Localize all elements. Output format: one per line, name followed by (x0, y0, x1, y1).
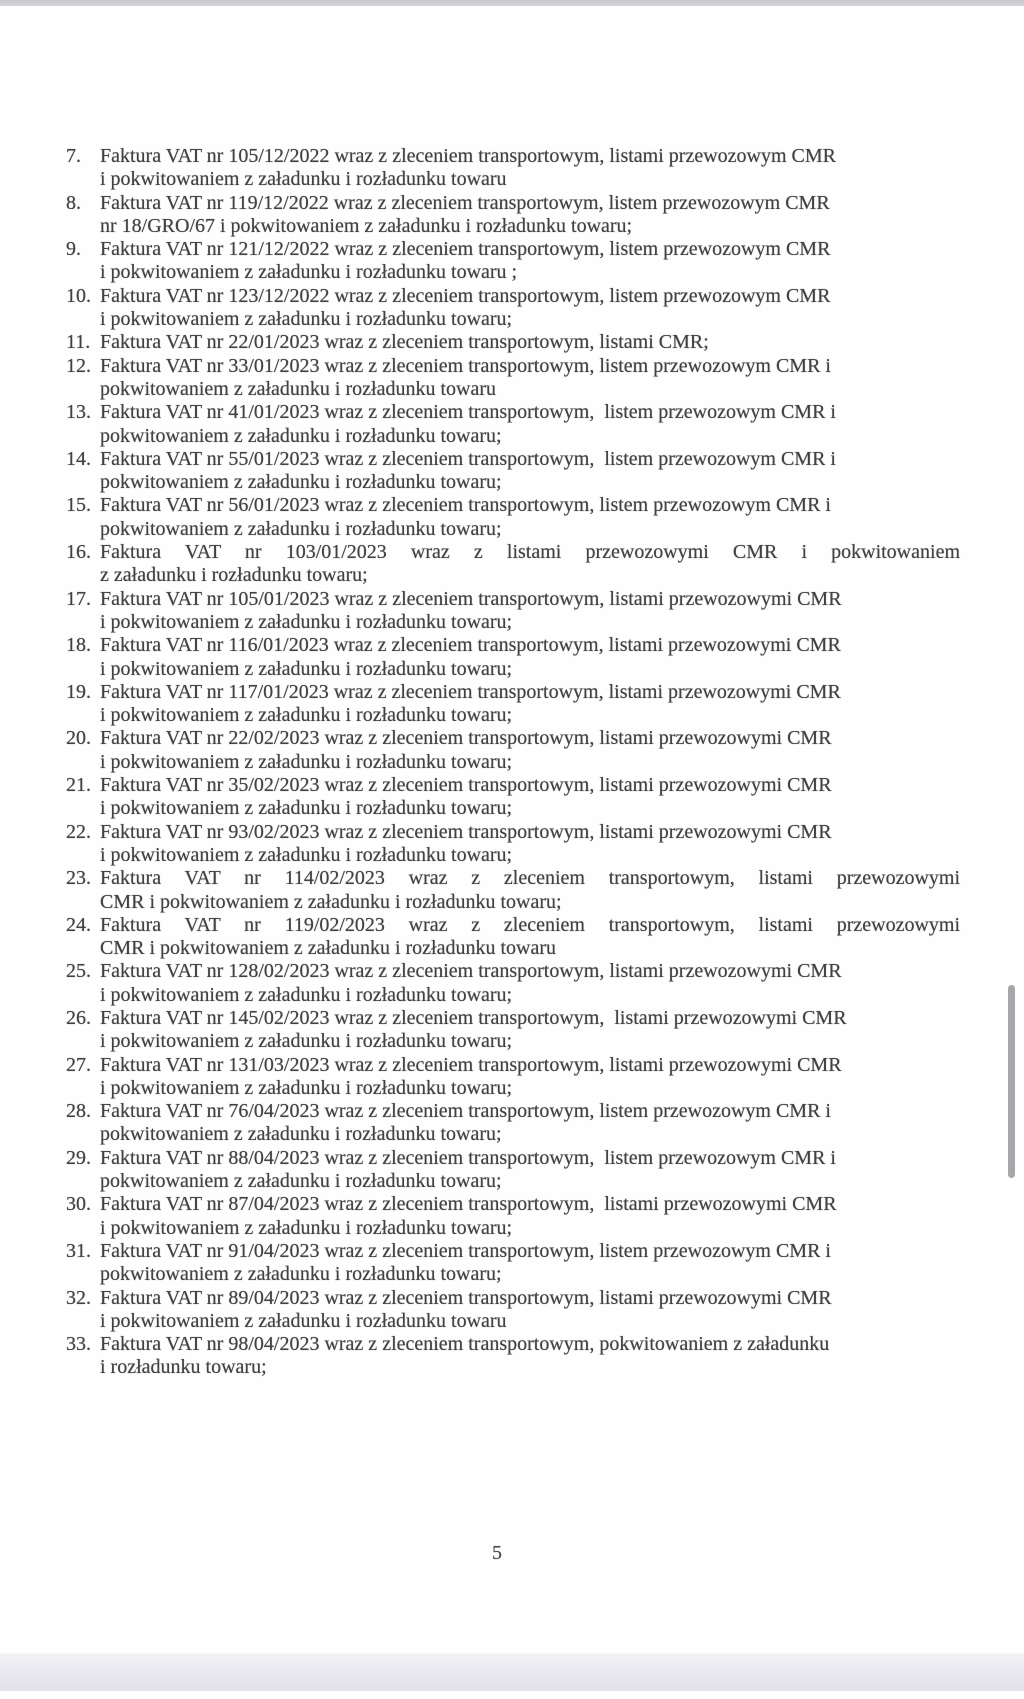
item-line: Faktura VAT nr 56/01/2023 wraz z zleceniem transportowym, listem przewozowym CMR i (100, 494, 831, 517)
item-line: i pokwitowaniem z załadunku i rozładunku towaru; (100, 750, 513, 773)
item-number: 9. (66, 238, 81, 261)
item-line: Faktura VAT nr 35/02/2023 wraz z zleceniem transportowym, listami przewozowymi CMR (100, 774, 832, 797)
bottom-bar (0, 1653, 1024, 1692)
item-number: 25. (66, 960, 91, 983)
item-number: 13. (66, 401, 91, 424)
item-line: Faktura VAT nr 89/04/2023 wraz z zleceniem transportowym, listami przewozowymi CMR (100, 1286, 832, 1309)
list-item (66, 1147, 960, 1194)
item-text (100, 238, 960, 285)
item-text (100, 192, 960, 239)
list-item (66, 634, 960, 681)
item-line: Faktura VAT nr 105/01/2023 wraz z zleceniem transportowym, listami przewozowymi CMR (100, 587, 842, 610)
item-number: 15. (66, 494, 91, 517)
item-line: pokwitowaniem z załadunku i rozładunku towaru; (100, 1123, 502, 1146)
list-item (66, 355, 960, 402)
item-line: Faktura VAT nr 87/04/2023 wraz z zleceniem transportowym, listami przewozowymi CMR (100, 1193, 837, 1216)
item-line: i pokwitowaniem z załadunku i rozładunku towaru (100, 168, 507, 191)
item-text (100, 1147, 960, 1194)
item-number: 28. (66, 1100, 91, 1123)
item-number: 31. (66, 1239, 91, 1262)
list-item (66, 914, 960, 961)
document-page (0, 6, 1024, 1653)
item-line: Faktura VAT nr 91/04/2023 wraz z zleceniem transportowym, listem przewozowym CMR i (100, 1239, 831, 1262)
item-text (100, 541, 960, 588)
invoice-list (66, 145, 960, 1380)
item-line: Faktura VAT nr 88/04/2023 wraz z zleceniem transportowym, listem przewozowym CMR i (100, 1146, 836, 1169)
item-text (100, 821, 960, 868)
item-line: Faktura VAT nr 116/01/2023 wraz z zleceniem transportowym, listami przewozowymi CMR (100, 634, 841, 657)
item-text (100, 914, 960, 961)
item-number: 17. (66, 587, 91, 610)
list-item (66, 1240, 960, 1287)
item-line: i pokwitowaniem z załadunku i rozładunku towaru; (100, 797, 513, 820)
list-item (66, 1287, 960, 1334)
item-line: i pokwitowaniem z załadunku i rozładunku towaru; (100, 1030, 513, 1053)
item-number: 18. (66, 634, 91, 657)
item-number: 21. (66, 774, 91, 797)
item-number: 29. (66, 1146, 91, 1169)
item-line: Faktura VAT nr 131/03/2023 wraz z zleceniem transportowym, listami przewozowymi CMR (100, 1053, 842, 1076)
item-line: pokwitowaniem z załadunku i rozładunku towaru; (100, 471, 502, 494)
item-number: 11. (66, 331, 91, 354)
item-text (100, 681, 960, 728)
list-item (66, 588, 960, 635)
item-number: 23. (66, 867, 91, 890)
page-number: 5 (492, 1542, 502, 1564)
item-text (100, 1287, 960, 1334)
item-line: Faktura VAT nr 119/12/2022 wraz z zleceniem transportowym, listem przewozowym CMR (100, 191, 830, 214)
item-number: 7. (66, 145, 81, 167)
item-text (100, 494, 960, 541)
item-line: i pokwitowaniem z załadunku i rozładunku towaru; (100, 657, 513, 680)
item-line: Faktura VAT nr 76/04/2023 wraz z zleceniem transportowym, listem przewozowym CMR i (100, 1100, 831, 1123)
item-text (100, 448, 960, 495)
scrollbar-thumb[interactable] (1008, 985, 1015, 1178)
item-text (100, 145, 960, 192)
list-item (66, 1054, 960, 1101)
item-number: 16. (66, 541, 91, 564)
item-text (100, 1333, 960, 1380)
item-line: Faktura VAT nr 103/01/2023 wraz z listami przewozowymi CMR i pokwitowaniem (100, 541, 960, 564)
list-item (66, 145, 960, 192)
item-text (100, 285, 960, 332)
item-number: 33. (66, 1333, 91, 1356)
item-line: i rozładunku towaru; (100, 1356, 267, 1379)
item-text (100, 634, 960, 681)
item-text (100, 960, 960, 1007)
item-text (100, 331, 960, 354)
list-item (66, 1007, 960, 1054)
item-line: Faktura VAT nr 55/01/2023 wraz z zleceniem transportowym, listem przewozowym CMR i (100, 447, 836, 470)
item-line: z załadunku i rozładunku towaru; (100, 564, 368, 587)
list-item (66, 1333, 960, 1380)
item-text (100, 1054, 960, 1101)
list-item (66, 448, 960, 495)
item-line: pokwitowaniem z załadunku i rozładunku towaru (100, 377, 496, 400)
item-line: i pokwitowaniem z załadunku i rozładunku towaru; (100, 610, 513, 633)
item-line: i pokwitowaniem z załadunku i rozładunku towaru; (100, 704, 513, 727)
item-line: pokwitowaniem z załadunku i rozładunku towaru; (100, 1263, 502, 1286)
item-number: 8. (66, 191, 81, 214)
item-text (100, 727, 960, 774)
item-text (100, 355, 960, 402)
item-line: Faktura VAT nr 114/02/2023 wraz z zleceniem transportowym, listami przewozowymi (100, 867, 960, 890)
item-line: CMR i pokwitowaniem z załadunku i rozładunku towaru; (100, 890, 562, 913)
item-text (100, 588, 960, 635)
item-text (100, 867, 960, 914)
item-line: Faktura VAT nr 22/01/2023 wraz z zleceniem transportowym, listami CMR; (100, 331, 709, 354)
item-number: 10. (66, 284, 91, 307)
list-item (66, 401, 960, 448)
list-item (66, 681, 960, 728)
list-item (66, 1193, 960, 1240)
item-line: pokwitowaniem z załadunku i rozładunku towaru; (100, 517, 502, 540)
list-item (66, 331, 960, 354)
list-item (66, 285, 960, 332)
item-number: 24. (66, 913, 91, 936)
item-text (100, 1240, 960, 1287)
item-line: i pokwitowaniem z załadunku i rozładunku towaru; (100, 308, 513, 331)
item-line: pokwitowaniem z załadunku i rozładunku towaru; (100, 424, 502, 447)
list-item (66, 867, 960, 914)
item-line: Faktura VAT nr 128/02/2023 wraz z zleceniem transportowym, listami przewozowymi CMR (100, 960, 842, 983)
item-line: Faktura VAT nr 33/01/2023 wraz z zleceniem transportowym, listem przewozowym CMR i (100, 354, 831, 377)
item-line: i pokwitowaniem z załadunku i rozładunku towaru; (100, 1216, 513, 1239)
item-line: i pokwitowaniem z załadunku i rozładunku towaru; (100, 983, 513, 1006)
list-item (66, 774, 960, 821)
list-item (66, 494, 960, 541)
item-line: Faktura VAT nr 123/12/2022 wraz z zleceniem transportowym, listem przewozowym CMR (100, 284, 831, 307)
item-line: Faktura VAT nr 119/02/2023 wraz z zleceniem transportowym, listami przewozowymi (100, 913, 960, 936)
item-line: Faktura VAT nr 93/02/2023 wraz z zleceniem transportowym, listami przewozowymi CMR (100, 820, 832, 843)
item-number: 30. (66, 1193, 91, 1216)
item-line: i pokwitowaniem z załadunku i rozładunku towaru ; (100, 261, 518, 284)
item-number: 22. (66, 820, 91, 843)
list-item (66, 238, 960, 285)
list-item (66, 192, 960, 239)
item-line: i pokwitowaniem z załadunku i rozładunku towaru; (100, 843, 513, 866)
below-bar-gap (0, 1691, 1024, 1699)
list-item (66, 821, 960, 868)
item-text (100, 401, 960, 448)
item-text (100, 1100, 960, 1147)
list-item (66, 960, 960, 1007)
item-line: Faktura VAT nr 41/01/2023 wraz z zleceniem transportowym, listem przewozowym CMR i (100, 401, 836, 424)
item-number: 19. (66, 680, 91, 703)
item-line: nr 18/GRO/67 i pokwitowaniem z załadunku i rozładunku towaru; (100, 214, 633, 237)
item-text (100, 774, 960, 821)
item-text (100, 1007, 960, 1054)
item-text (100, 1193, 960, 1240)
list-item (66, 1100, 960, 1147)
item-line: Faktura VAT nr 117/01/2023 wraz z zleceniem transportowym, listami przewozowymi CMR (100, 680, 841, 703)
item-number: 20. (66, 727, 91, 750)
item-number: 32. (66, 1286, 91, 1309)
item-number: 14. (66, 447, 91, 470)
item-number: 27. (66, 1053, 91, 1076)
item-number: 12. (66, 354, 91, 377)
item-line: pokwitowaniem z załadunku i rozładunku towaru; (100, 1170, 502, 1193)
item-line: i pokwitowaniem z załadunku i rozładunku towaru; (100, 1076, 513, 1099)
item-line: Faktura VAT nr 22/02/2023 wraz z zleceniem transportowym, listami przewozowymi CMR (100, 727, 832, 750)
item-number: 26. (66, 1006, 91, 1029)
item-line: Faktura VAT nr 121/12/2022 wraz z zleceniem transportowym, listem przewozowym CMR (100, 238, 831, 261)
item-line: Faktura VAT nr 105/12/2022 wraz z zleceniem transportowym, listami przewozowym CMR (100, 145, 836, 167)
item-line: Faktura VAT nr 145/02/2023 wraz z zleceniem transportowym, listami przewozowymi CMR (100, 1006, 847, 1029)
item-line: Faktura VAT nr 98/04/2023 wraz z zleceniem transportowym, pokwitowaniem z załadunku (100, 1333, 830, 1356)
item-line: i pokwitowaniem z załadunku i rozładunku towaru (100, 1309, 507, 1332)
item-line: CMR i pokwitowaniem z załadunku i rozładunku towaru (100, 937, 557, 960)
list-item (66, 541, 960, 588)
list-item (66, 727, 960, 774)
